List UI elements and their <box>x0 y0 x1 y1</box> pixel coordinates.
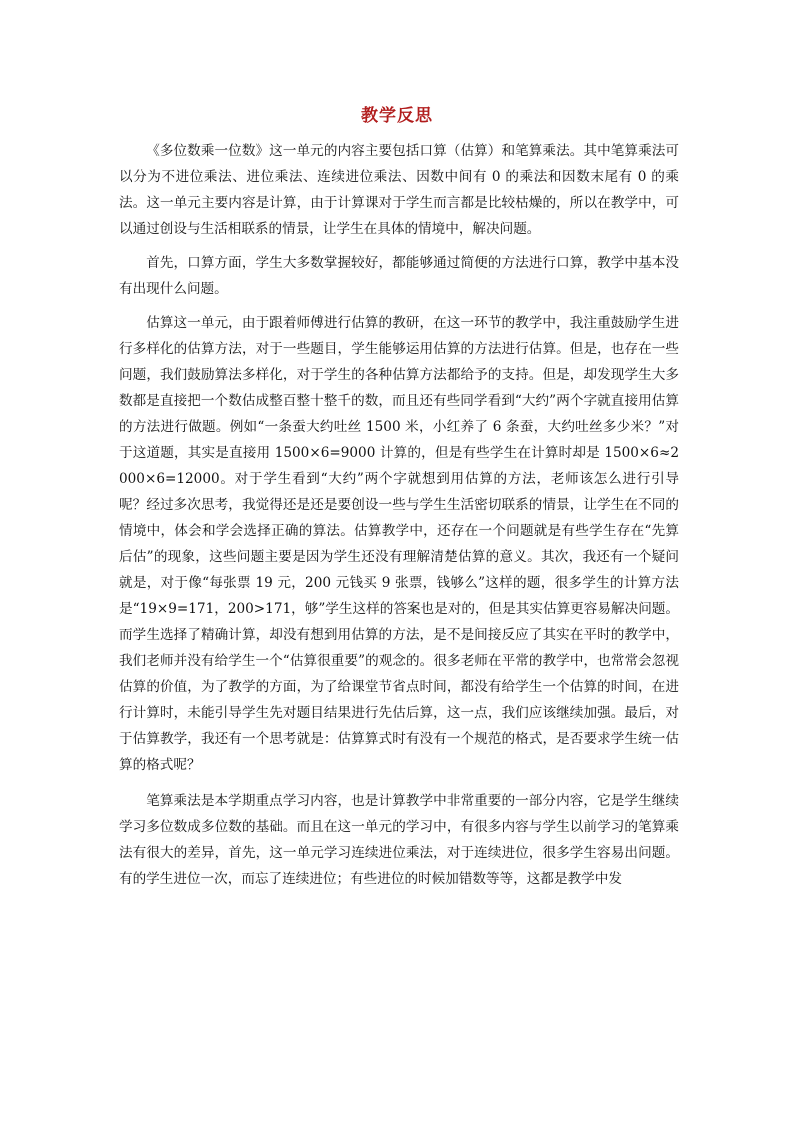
paragraph-intro: 《多位数乘一位数》这一单元的内容主要包括口算（估算）和笔算乘法。其中笔算乘法可以分为不进位乘法、进位乘法、连续进位乘法、因数中间有 0 的乘法和因数末尾有 0 的乘法。这一单元主要内容是计算，由于计算课对于学生而言都是比较枯燥的，所以在教学中，可以通过创设与生活相联系的情景，让学生在具体的情境中，解决问题。 <box>119 143 679 237</box>
document-title: 教学反思 <box>361 106 433 126</box>
paragraph-estimation: 估算这一单元，由于跟着师傅进行估算的教研，在这一环节的教学中，我注重鼓励学生进行多样化的估算方法，对于一些题目，学生能够运用估算的方法进行估算。但是，也存在一些问题，我们鼓励算法多样化，对于学生的各种估算方法都给予的支持。但是，却发现学生大多数都是直接把一个数估成整百整十整千的数，而且还有些同学看到“大约”两个字就直接用估算的方法进行做题。例如“一条蚕大约吐丝 1500 米，小红养了 6 条蚕，大约吐丝多少米？”对于这道题，其实是直接用 1500×6=9000 计算的，但是有些学生在计算时却是 1500×6≈2000×6=12000。对于学生看到“大约”两个字就想到用估算的方法，老师该怎么进行引导呢？经过多次思考，我觉得还是还是要创设一些与学生生活密切联系的情景，让学生在不同的情境中，体会和学会选择正确的算法。估算教学中，还存在一个问题就是有些学生存在“先算后估”的现象，这些问题主要是因为学生还没有理解清楚估算的意义。其次，我还有一个疑问就是，对于像“每张票 19 元，200 元钱买 9 张票，钱够么”这样的题，很多学生的计算方法是“19×9=171，200>171，够”学生这样的答案也是对的，但是其实估算更容易解决问题。而学生选择了精确计算，却没有想到用估算的方法，是不是间接反应了其实在平时的教学中，我们老师并没有给学生一个“估算很重要”的观念的。很多老师在平常的教学中，也常常会忽视估算的价值，为了教学的方面，为了给课堂节省点时间，都没有给学生一个估算的时间，在进行计算时，未能引导学生先对题目结果进行先估后算，这一点，我们应该继续加强。最后，对于估算教学，我还有一个思考就是：估算算式时有没有一个规范的格式，是否要求学生统一估算的格式呢？ <box>119 315 679 773</box>
paragraph-oral-calculation: 首先，口算方面，学生大多数掌握较好，都能够通过简便的方法进行口算，教学中基本没有出现什么问题。 <box>119 255 679 297</box>
document-body <box>119 138 679 900</box>
paragraph-written-multiplication: 笔算乘法是本学期重点学习内容，也是计算教学中非常重要的一部分内容，它是学生继续学习多位数成多位数的基础。而且在这一单元的学习中，有很多内容与学生以前学习的笔算乘法有很大的差异，首先，这一单元学习连续进位乘法，对于连续进位，很多学生容易出问题。有的学生进位一次，而忘了连续进位；有些进位的时候加错数等等，这都是教学中发 <box>119 793 679 887</box>
